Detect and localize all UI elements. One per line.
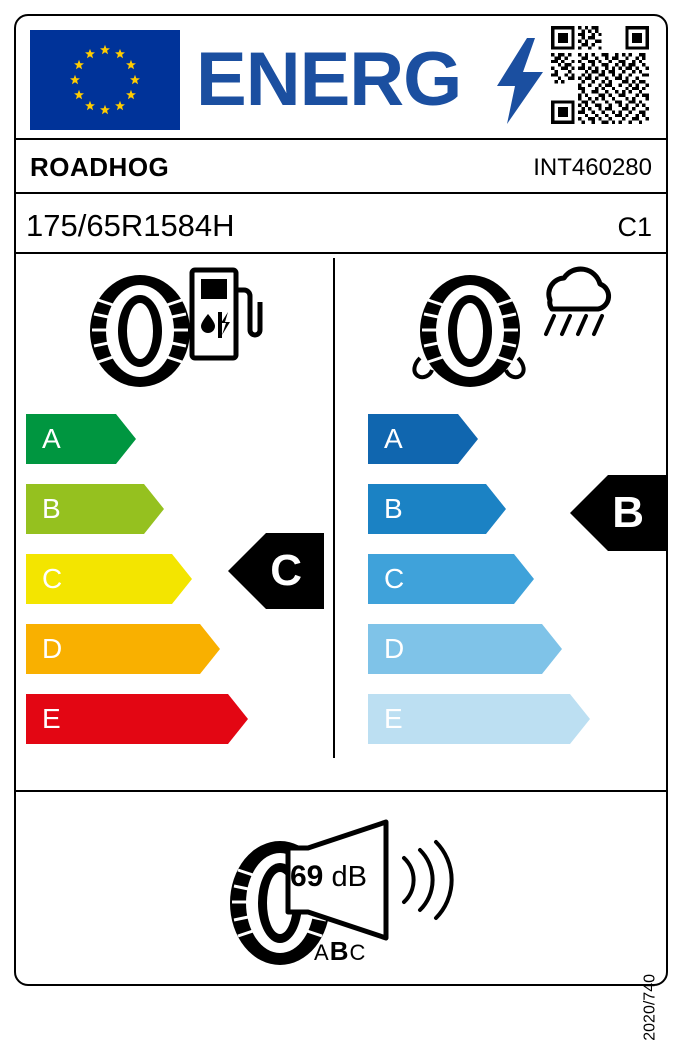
brand-name: ROADHOG — [30, 152, 170, 182]
fuel-grade-a — [26, 414, 136, 464]
tyre-class-code: C1 — [617, 212, 652, 242]
sound-waves-icon — [398, 832, 454, 933]
divider-noise — [16, 790, 666, 792]
energy-wordmark: ENERG — [196, 37, 462, 122]
fuel-grade-letter: E — [42, 703, 61, 734]
qr-code — [551, 26, 649, 124]
fuel-efficiency-result — [228, 533, 324, 609]
noise-db-number: 69 — [290, 860, 324, 893]
wet-grade-d — [368, 624, 562, 674]
divider-header — [16, 138, 666, 140]
wet-grade-letter: C — [384, 563, 405, 594]
noise-class-scale — [314, 936, 366, 967]
fuel-grade-letter: A — [42, 423, 61, 454]
noise-db-unit: dB — [331, 861, 367, 893]
product-sku: INT460280 — [533, 154, 652, 181]
noise-class-a: A — [314, 940, 330, 965]
divider-brand — [16, 192, 666, 194]
divider-size — [16, 252, 666, 254]
fuel-grade-e — [26, 694, 248, 744]
fuel-grade-b — [26, 484, 164, 534]
rain-cloud-icon — [528, 264, 618, 342]
tyre-icon-wet — [418, 272, 522, 395]
noise-value — [290, 860, 367, 894]
lightning-bolt-icon — [497, 38, 543, 124]
wet-result-letter: B — [612, 488, 644, 537]
wet-grip-result — [570, 475, 666, 551]
fuel-result-letter: C — [270, 546, 302, 595]
regulation-reference: 2020/740 — [642, 974, 659, 1041]
tyre-size: 175/65R1584H — [26, 208, 235, 243]
fuel-grade-letter: D — [42, 633, 63, 664]
fuel-grade-letter: B — [42, 493, 61, 524]
wet-grade-b — [368, 484, 506, 534]
eu-flag — [30, 30, 180, 130]
noise-class-c: C — [349, 940, 367, 965]
wet-grade-letter: B — [384, 493, 403, 524]
wet-grade-c — [368, 554, 534, 604]
noise-class-selected: B — [329, 936, 350, 966]
wet-grade-letter: A — [384, 423, 403, 454]
noise-section — [228, 820, 458, 980]
wet-grade-e — [368, 694, 590, 744]
wet-grade-letter: D — [384, 633, 405, 664]
section-divider — [333, 258, 335, 758]
wet-grade-a — [368, 414, 478, 464]
wet-grade-letter: E — [384, 703, 403, 734]
tyre-icon-fuel — [88, 272, 192, 395]
fuel-grade-c — [26, 554, 192, 604]
fuel-grade-d — [26, 624, 220, 674]
fuel-pump-icon — [190, 266, 258, 362]
fuel-grade-letter: C — [42, 563, 63, 594]
